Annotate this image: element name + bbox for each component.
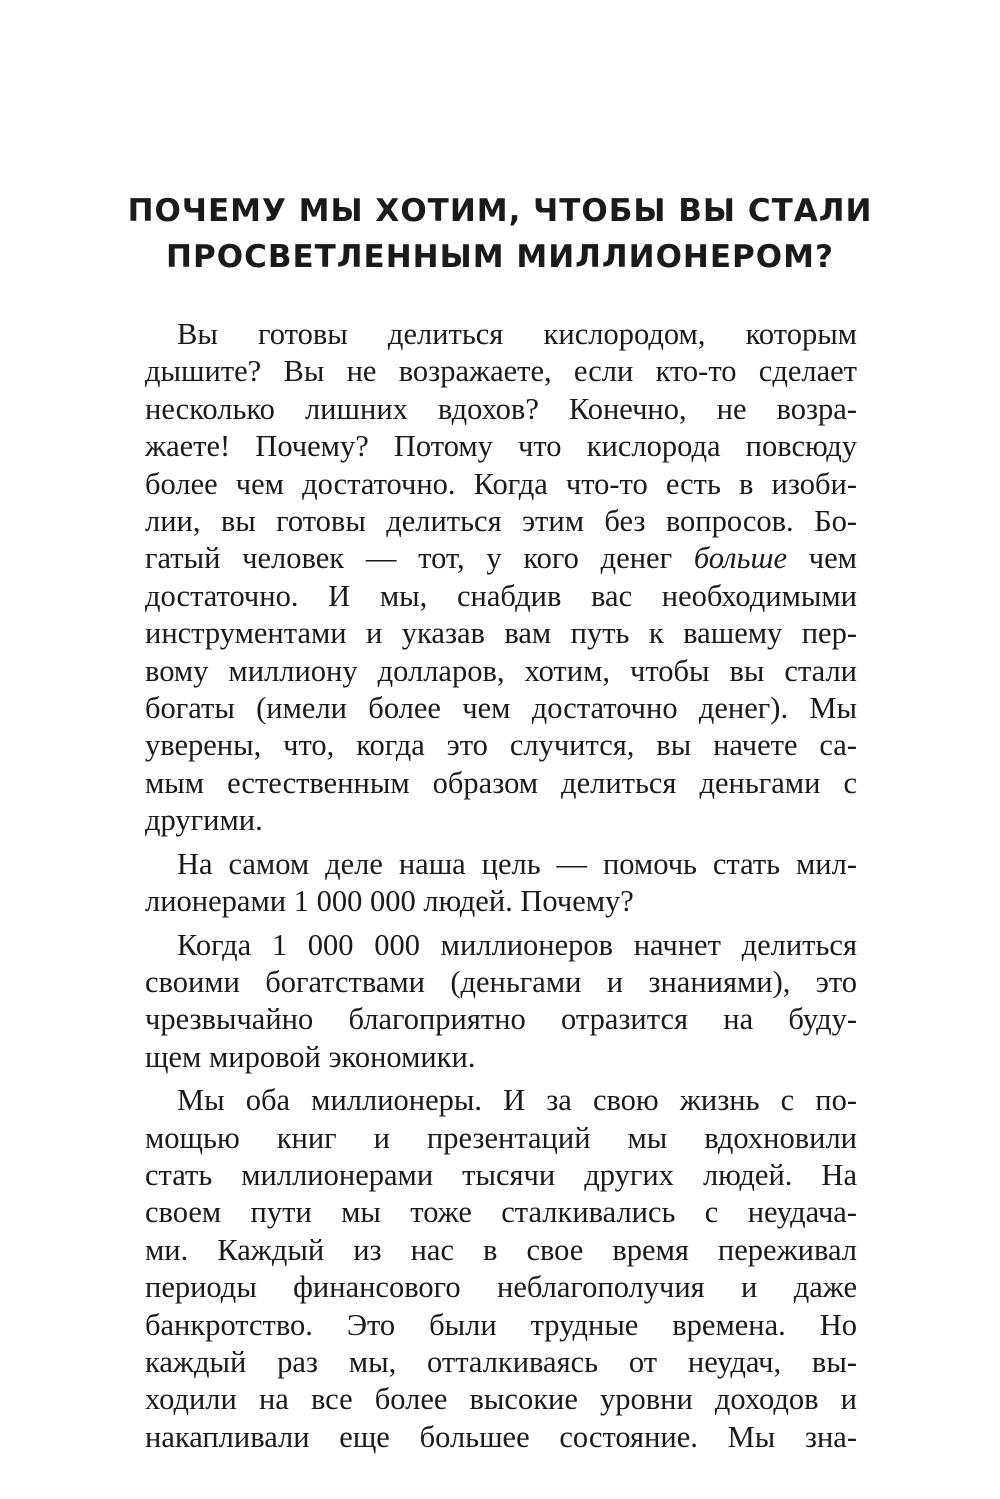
paragraph-1-line-12: уверены, что, когда это случится, вы начете са-	[145, 728, 857, 763]
paragraph-4-line-9: ходили на все более высокие уровни доходов и	[145, 1382, 857, 1417]
paragraph-1-line-13: мым естественным образом делиться деньгами с	[145, 765, 857, 800]
heading-line-2: ПРОСВЕТЛЕННЫМ МИЛЛИОНЕРОМ?	[166, 239, 834, 275]
paragraph-3-line-2: своими богатствами (деньгами и знаниями), это	[145, 964, 857, 999]
paragraph-1-line-5: более чем достаточно. Когда что-то есть в изоби-	[145, 466, 857, 501]
emph-line-after: чем	[787, 541, 857, 576]
paragraph-1-line-10: вому миллиону долларов, хотим, чтобы вы стали	[145, 653, 857, 688]
paragraph-2-line-2: лионерами 1 000 000 людей. Почему?	[145, 884, 634, 919]
paragraph-1-line-11: богаты (имели более чем достаточно денег). Мы	[145, 691, 857, 726]
paragraph-2-line-1: На самом деле наша цель — помочь стать мил-	[177, 846, 857, 881]
paragraph-3-line-1: Когда 1 000 000 миллионеров начнет делиться	[177, 927, 857, 962]
paragraph-1-line-3: несколько лишних вдохов? Конечно, не возра-	[145, 391, 857, 426]
paragraph-4-line-2: мощью книг и презентаций мы вдохновили	[145, 1120, 857, 1155]
paragraph-1-line-4: жаете! Почему? Потому что кислорода повсюду	[145, 429, 857, 464]
paragraph-1-line-6: лии, вы готовы делиться этим без вопросов. Бо-	[145, 504, 857, 539]
paragraph-1-line-2: дышите? Вы не возражаете, если кто-то сделает	[145, 354, 857, 389]
paragraph-1-line-1: Вы готовы делиться кислородом, которым	[177, 317, 857, 351]
chapter-heading	[120, 188, 880, 280]
paragraph-4-line-8: каждый раз мы, отталкиваясь от неудач, вы-	[145, 1344, 857, 1379]
paragraph-4-line-3: стать миллионерами тысячи других людей. На	[145, 1157, 857, 1192]
emph-line-before: гатый человек — тот, у кого денег	[145, 541, 694, 576]
paragraph-1-line-7	[145, 540, 857, 577]
paragraph-4-line-5: ми. Каждый из нас в свое время переживал	[145, 1232, 857, 1267]
heading-line-1: ПОЧЕМУ МЫ ХОТИМ, ЧТОБЫ ВЫ СТАЛИ	[127, 193, 873, 229]
paragraph-4-line-1: Мы оба миллионеры. И за свою жизнь с по-	[177, 1083, 857, 1118]
paragraph-4-line-10: накапливали еще большее состояние. Мы зна-	[145, 1419, 857, 1454]
paragraph-4-line-7: банкротство. Это были трудные времена. Но	[145, 1307, 857, 1342]
emphasized-word: больше	[693, 541, 788, 576]
paragraph-4-line-6: периоды финансового неблагополучия и даже	[145, 1270, 857, 1305]
paragraph-3-line-4: щем мировой экономики.	[145, 1039, 476, 1074]
paragraph-1-line-9: инструментами и указав вам путь к вашему пер-	[145, 616, 857, 651]
paragraph-4-line-4: своем пути мы тоже сталкивались с неудача-	[145, 1195, 857, 1230]
paragraph-3-line-3: чрезвычайно благоприятно отразится на буду-	[145, 1002, 857, 1037]
body-text	[145, 316, 857, 1456]
paragraph-1-line-14: другими.	[145, 803, 263, 838]
paragraph-1-line-8: достаточно. И мы, снабдив вас необходимыми	[145, 578, 857, 613]
